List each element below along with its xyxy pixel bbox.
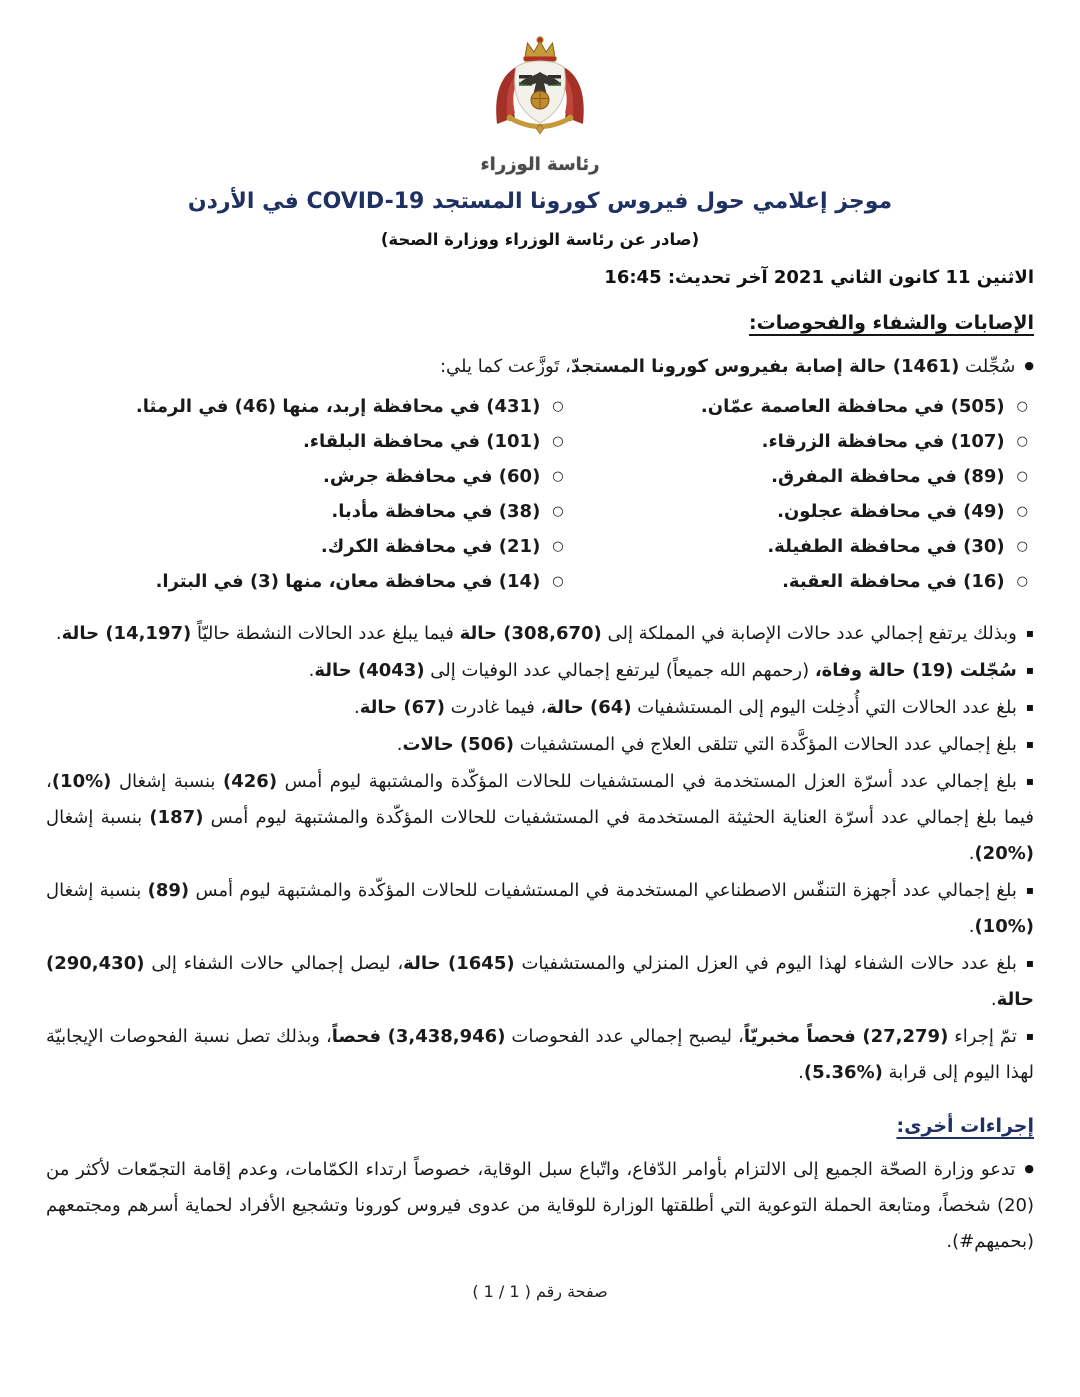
bullet-marker-icon: ○ xyxy=(1016,504,1028,519)
governorate-item xyxy=(570,424,1028,459)
stat-bullet-text: بلغ إجمالي عدد الحالات المؤكَّدة التي تتلقى العلاج في المستشفيات (506) حالات. xyxy=(396,734,1017,755)
bullet-marker-icon: ▪ xyxy=(1025,626,1034,640)
governorate-item xyxy=(570,494,1028,529)
bullet-marker-icon: ○ xyxy=(1016,469,1028,484)
stat-bullet xyxy=(46,726,1034,763)
bullet-marker-icon: ○ xyxy=(552,504,564,519)
page-footer: صفحة رقم ( 1 / 1 ) xyxy=(472,1282,608,1301)
bullet-marker-icon: ▪ xyxy=(1025,1029,1034,1043)
bullet-marker-icon: ○ xyxy=(1016,539,1028,554)
stat-bullet xyxy=(46,615,1034,652)
stat-bullet xyxy=(46,652,1034,689)
bullet-marker-icon: ○ xyxy=(552,539,564,554)
governorate-item-text: (49) في محافظة عجلون. xyxy=(777,501,1005,522)
emblem-caption: رئاسة الوزراء xyxy=(480,154,600,175)
governorate-item-text: (60) في محافظة جرش. xyxy=(323,466,541,487)
stat-bullet xyxy=(46,689,1034,726)
governorate-item-text: (30) في محافظة الطفيلة. xyxy=(767,536,1005,557)
governorate-item-text: (21) في محافظة الكرك. xyxy=(320,536,541,557)
governorate-item-text: (16) في محافظة العقبة. xyxy=(782,571,1005,592)
governorate-item xyxy=(46,564,564,599)
governorate-item xyxy=(46,389,564,424)
stat-bullet-text: تمّ إجراء (27,279) فحصاً مخبريّاً، ليصبح إجمالي عدد الفحوصات (3,438,946) فحصاً، وبذلك تصل نسبة الفحوصات الإيجابيّة لهذا اليوم إلى قرابة (%5.36). xyxy=(46,1026,1034,1083)
governorate-item-text: (89) في محافظة المفرق. xyxy=(771,466,1005,487)
section-heading-cases: الإصابات والشفاء والفحوصات: xyxy=(749,312,1034,334)
page-title: موجز إعلامي حول فيروس كورونا المستجد ‪COVID-19‬ في الأردن xyxy=(187,189,893,214)
governorate-item xyxy=(46,424,564,459)
governorate-item xyxy=(570,529,1028,564)
bullet-dot-icon: ● xyxy=(1024,359,1034,372)
governorate-item-text: (14) في محافظة معان، منها (3) في البترا. xyxy=(155,571,541,592)
governorate-column-right xyxy=(570,389,1034,599)
intro-bullet xyxy=(46,348,1034,385)
stat-bullet xyxy=(46,872,1034,945)
bullet-marker-icon: ○ xyxy=(552,399,564,414)
governorate-item-text: (101) في محافظة البلقاء. xyxy=(302,431,541,452)
bullet-marker-icon: ○ xyxy=(1016,399,1028,414)
bullet-marker-icon: ▪ xyxy=(1025,774,1034,788)
bullet-marker-icon: ▪ xyxy=(1025,700,1034,714)
jordan-coat-of-arms-icon xyxy=(474,34,606,148)
stat-bullet xyxy=(46,763,1034,872)
governorate-item-text: (505) في محافظة العاصمة عمّان. xyxy=(700,396,1005,417)
governorate-item xyxy=(570,459,1028,494)
bullet-marker-icon: ○ xyxy=(552,434,564,449)
governorate-item xyxy=(46,529,564,564)
stat-bullet-text: بلغ إجمالي عدد أجهزة التنفّس الاصطناعي المستخدمة في المستشفيات للحالات المؤكّدة والمشتبهة ليوم أمس (89) بنسبة إشغال (%10). xyxy=(46,880,1034,937)
bullet-marker-icon: ▪ xyxy=(1025,956,1035,970)
advice-bullet-text: تدعو وزارة الصحّة الجميع إلى الالتزام بأوامر الدّفاع، واتّباع سبل الوقاية، خصوصاً ارتداء الكمّامات، وعدم إقامة التجمّعات لأكثر من (20) شخصاً، ومتابعة الحملة التوعوية التي أطلقتها الوزارة للوقاية من عدوى فيروس كورونا وتشجيع الأفراد لحماية أسرهم ومجتمعهم (‪#بحميهم‬). xyxy=(46,1159,1034,1252)
bullet-marker-icon: ▪ xyxy=(1025,663,1034,677)
bullet-marker-icon: ○ xyxy=(1016,574,1028,589)
bullet-marker-icon: ○ xyxy=(552,469,564,484)
bullet-marker-icon: ○ xyxy=(552,574,564,589)
intro-bullet-text: سُجِّلت (1461) حالة إصابة بفيروس كورونا المستجدّ، تَوزَّعت كما يلي: xyxy=(439,356,1016,377)
governorate-column-left xyxy=(46,389,570,599)
page-subtitle: (صادر عن رئاسة الوزراء ووزارة الصحة) xyxy=(380,230,700,249)
governorate-item-text: (107) في محافظة الزرقاء. xyxy=(761,431,1005,452)
governorate-list xyxy=(46,389,1034,599)
emblem-block xyxy=(46,34,1034,175)
stat-bullet-text: بلغ عدد الحالات التي أُدخِلت اليوم إلى المستشفيات (64) حالة، فيما غادرت (67) حالة. xyxy=(353,697,1017,718)
governorate-item-text: (431) في محافظة إربد، منها (46) في الرمثا. xyxy=(135,396,541,417)
stat-bullet xyxy=(46,945,1034,1018)
governorate-item xyxy=(46,459,564,494)
governorate-item-text: (38) في محافظة مأدبا. xyxy=(331,501,541,522)
bullet-marker-icon: ▪ xyxy=(1025,737,1034,751)
crown-icon xyxy=(524,37,557,62)
governorate-item xyxy=(570,389,1028,424)
statistics-list xyxy=(46,615,1034,1091)
stat-bullet-text: بلغ عدد حالات الشفاء لهذا اليوم في العزل المنزلي والمستشفيات (1645) حالة، ليصل إجمالي حالات الشفاء إلى (290,430) حالة. xyxy=(46,953,1034,1010)
bullet-dot-icon: ● xyxy=(1024,1162,1034,1175)
bullet-marker-icon: ○ xyxy=(1016,434,1028,449)
stat-bullet-text: سُجّلت (19) حالة وفاة، (رحمهم الله جميعاً) ليرتفع إجمالي عدد الوفيات إلى (4043) حالة. xyxy=(308,660,1017,681)
bullet-marker-icon: ▪ xyxy=(1025,883,1034,897)
governorate-item xyxy=(46,494,564,529)
stat-bullet-text: بلغ إجمالي عدد أسرّة العزل المستخدمة في المستشفيات للحالات المؤكّدة والمشتبهة ليوم أمس (426) بنسبة إشغال (%10)، فيما بلغ إجمالي عدد أسرّة العناية الحثيثة المستخدمة في المستشفيات للحالات المؤكّدة والمشتبهة ليوم أمس (187) بنسبة إشغال (%20). xyxy=(46,771,1034,864)
date-line: الاثنين 11 كانون الثاني 2021 آخر تحديث: 16:45 xyxy=(604,267,1034,288)
stat-bullet xyxy=(46,1018,1034,1091)
governorate-item xyxy=(570,564,1028,599)
advice-bullet xyxy=(46,1151,1034,1260)
stat-bullet-text: وبذلك يرتفع إجمالي عدد حالات الإصابة في المملكة إلى (308,670) حالة فيما يبلغ عدد الحالات النشطة حاليّاً (14,197) حالة. xyxy=(55,623,1017,644)
section-heading-other: إجراءات أخرى: xyxy=(896,1115,1034,1137)
